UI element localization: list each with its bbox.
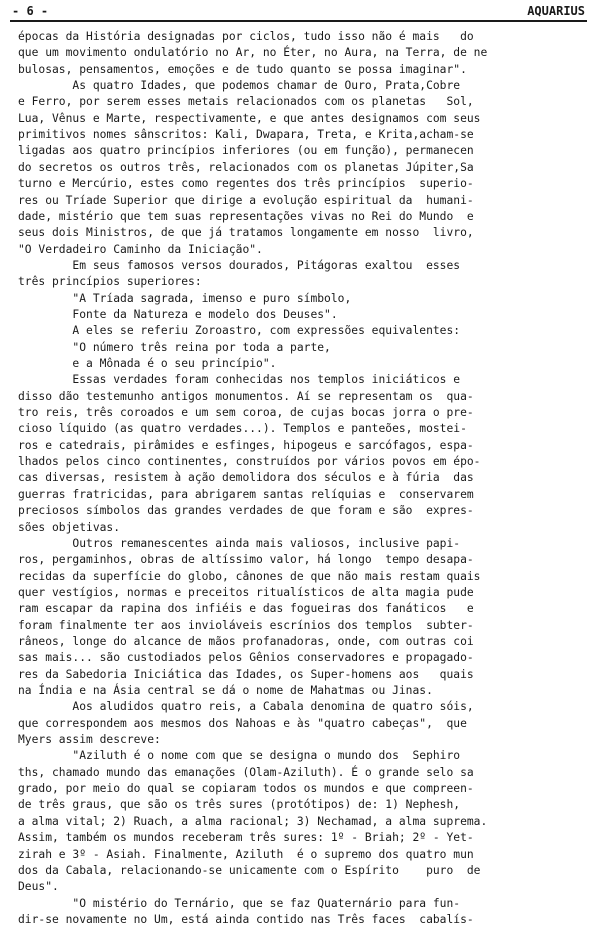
text-line: "O Verdadeiro Caminho da Iniciação".	[18, 242, 263, 256]
text-line: preciosos símbolos das grandes verdades de que foram e são expres-	[18, 504, 474, 518]
text-line: do secretos os outros três, relacionados com os planetas Júpiter,Sa	[18, 160, 474, 174]
text-line: dade, mistério que tem suas representações vivas no Rei do Mundo e	[18, 209, 474, 223]
text-line: "O número três reina por toda a parte,	[18, 340, 331, 354]
text-line: Assim, também os mundos receberam três sures: 1º - Briah; 2º - Yet-	[18, 831, 474, 845]
text-line: Deus".	[18, 880, 59, 894]
text-line: ros, pergaminhos, obras de altíssimo valor, há longo tempo desapa-	[18, 553, 474, 567]
text-line: "Aziluth é o nome com que se designa o mundo dos Sephiro	[18, 749, 461, 763]
text-line: quer vestígios, normas e preceitos ritualísticos de alta magia pude	[18, 585, 474, 599]
text-line: Em seus famosos versos dourados, Pitágoras exaltou esses	[18, 258, 461, 272]
text-line: sões objetivas.	[18, 520, 121, 534]
text-line: A eles se referiu Zoroastro, com expressões equivalentes:	[18, 324, 461, 338]
text-line: e a Mônada é o seu princípio".	[18, 357, 277, 370]
text-line: res da Sabedoria Iniciática das Idades, os Super-homens aos quais	[18, 667, 474, 681]
text-line: disso dão testemunho antigos monumentos. Aí se representam os qua-	[18, 389, 474, 403]
text-line: que um movimento ondulatório no Ar, no Éter, no Aura, na Terra, de ne	[18, 46, 488, 60]
text-line: que correspondem aos mesmos dos Nahoas e às "quatro cabeças", que	[18, 716, 467, 730]
text-line: grado, por meio do qual se copiaram todos os mundos e que compreen-	[18, 782, 474, 796]
text-line: bulosas, pensamentos, emoções e de tudo quanto se possa imaginar".	[18, 62, 467, 76]
text-line: e Ferro, por serem esses metais relacionados com os planetas Sol,	[18, 95, 474, 109]
text-line: ths, chamado mundo das emanações (Olam-Aziluth). É o grande selo sa	[18, 765, 474, 779]
text-line: dir-se novamente no Um, está ainda contido nas Três faces cabalís-	[18, 912, 474, 926]
text-line: res ou Tríade Superior que dirige a evolução espiritual da humani-	[18, 193, 474, 207]
text-line: lhados pelos cinco continentes, construídos por vários povos em épo-	[18, 455, 481, 469]
page-header	[10, 4, 587, 22]
text-line: ligadas aos quatro princípios inferiores (ou em função), permanecen	[18, 144, 474, 158]
text-line: seus dois Ministros, de que já tratamos longamente em nosso livro,	[18, 226, 474, 240]
text-line: na Índia e na Ásia central se dá o nome de Mahatmas ou Jinas.	[18, 684, 433, 697]
text-line: Outros remanescentes ainda mais valiosos, inclusive papi-	[18, 536, 461, 550]
text-line: Lua, Vênus e Marte, respectivamente, e que antes designamos com seus	[18, 111, 481, 125]
text-line: épocas da História designadas por ciclos, tudo isso não é mais do	[18, 30, 474, 43]
text-line: Myers assim descreve:	[18, 733, 161, 747]
text-line: ros e catedrais, pirâmides e esfinges, hipogeus e sarcófagos, espa-	[18, 438, 474, 452]
text-line: foram finalmente ter aos invioláveis escrínios dos templos subter-	[18, 618, 474, 632]
text-line: primitivos nomes sânscritos: Kali, Dwapara, Treta, e Krita,acham-se	[18, 128, 474, 142]
text-line: Aos aludidos quatro reis, a Cabala denomina de quatro sóis,	[18, 700, 474, 714]
text-line: dos da Cabala, relacionando-se unicamente com o Espírito puro de	[18, 863, 481, 877]
text-line: cioso líquido (as quatro verdades...). Templos e panteões, mostei-	[18, 422, 467, 436]
text-line: "O mistério do Ternário, que se faz Quaternário para fun-	[18, 896, 461, 910]
text-line: recidas da superfície do globo, cânones de que não mais restam quais	[18, 569, 481, 583]
text-line: As quatro Idades, que podemos chamar de Ouro, Prata,Cobre	[18, 79, 461, 93]
text-line: sas mais... são custodiados pelos Gênios conservadores e propagado-	[18, 651, 474, 665]
text-line: de três graus, que são os três sures (protótipos) de: 1) Nephesh,	[18, 798, 461, 812]
text-line: ram escapar da rapina dos infiéis e das fogueiras dos fanáticos e	[18, 602, 474, 616]
text-line: "A Tríada sagrada, imenso e puro símbolo,	[18, 291, 352, 305]
page-number: - 6 -	[12, 4, 49, 18]
text-line: Fonte da Natureza e modelo dos Deuses".	[18, 307, 338, 321]
text-line: cas diversas, resistem à ação demolidora dos séculos e à fúria das	[18, 471, 474, 485]
text-line: a alma vital; 2) Ruach, a alma racional; 3) Nechamad, a alma suprema.	[18, 814, 488, 828]
text-line: turno e Mercúrio, estes como regentes dos três princípios superio-	[18, 177, 474, 191]
text-line: três princípios superiores:	[18, 275, 202, 289]
publication-title: AQUARIUS	[527, 4, 585, 18]
text-line: guerras fratricidas, para abrigarem santas relíquias e conservarem	[18, 487, 474, 501]
text-line: râneos, longe do alcance de mãos profanadoras, onde, com outras coi	[18, 634, 474, 648]
text-line: zirah e 3º - Asiah. Finalmente, Aziluth é o supremo dos quatro mun	[18, 847, 474, 861]
text-line: Essas verdades foram conhecidas nos templos iniciáticos e	[18, 373, 461, 387]
text-line: tro reis, três coroados e um sem coroa, de cujas bocas jorra o pre-	[18, 406, 474, 420]
